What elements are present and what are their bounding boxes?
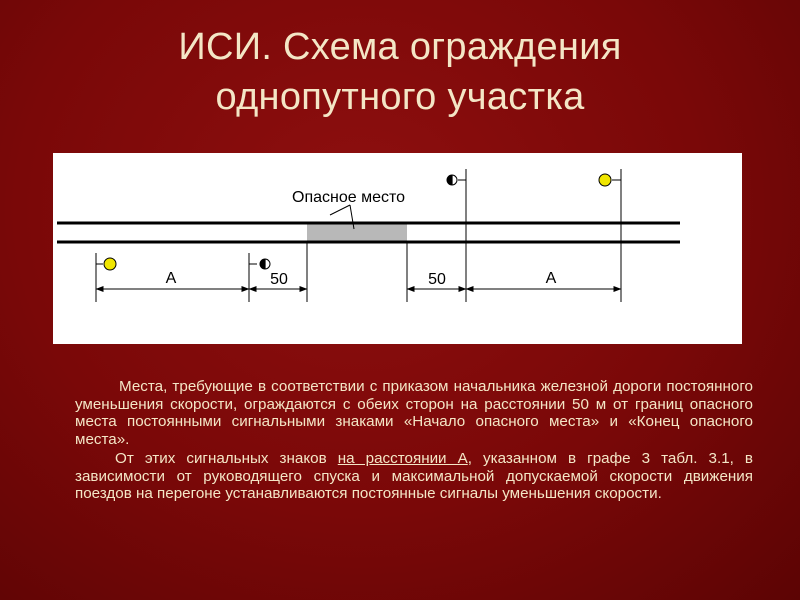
slide-title	[0, 22, 800, 122]
danger-pointer	[330, 205, 350, 215]
paragraph-1: Места, требующие в соответствии с приказом начальника железной дороги постоянного уменьшения скорости, ограждаются с обеих сторон на расстоянии 50 м от границ опасного места постоянными сигнальными знаками «Начало опасного места» и «Конец опасного места».	[75, 378, 753, 448]
danger-end-sign	[447, 175, 466, 185]
paragraph-2-start: От этих сигнальных знаков	[115, 450, 338, 467]
title-line-1: ИСИ. Схема ограждения	[178, 26, 622, 68]
speed-reduction-signal-left	[96, 258, 116, 270]
dimension-a-left-label: А	[165, 270, 177, 287]
dimension-a-right-label: А	[545, 270, 557, 287]
paragraph-2-end: , указанном в графе 3 табл. 3.1, в зависимости от руководящего спуска и максимальной допускаемой скорости движения поездов на перегоне устанавливаются постоянные сигналы уменьшения скорости.	[75, 450, 753, 502]
paragraph-2	[75, 450, 753, 503]
danger-start-sign	[249, 259, 270, 269]
body-text	[75, 378, 753, 503]
track-diagram-svg	[53, 153, 742, 344]
title-line-2: однопутного участка	[215, 76, 585, 118]
danger-place-label: Опасное место	[292, 189, 406, 206]
dimension-50-left-label: 50	[270, 271, 288, 288]
danger-zone	[307, 223, 407, 242]
dimension-50-right-label: 50	[428, 271, 446, 288]
speed-reduction-signal-right	[599, 174, 621, 186]
distance-a-link[interactable]: на расстоянии А	[337, 450, 468, 467]
track-diagram	[53, 153, 742, 344]
